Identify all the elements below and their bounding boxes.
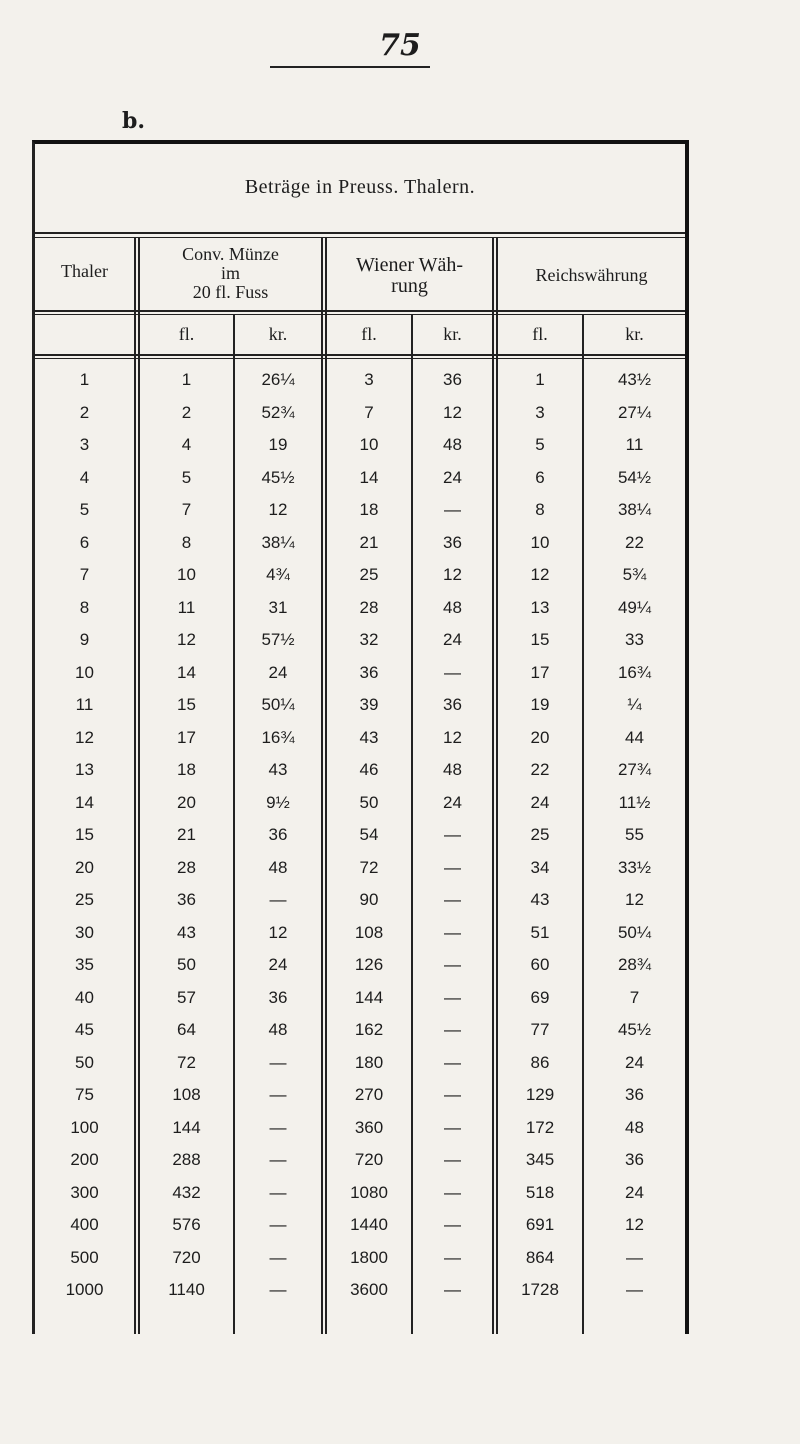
unit-wiener-fl: fl. [361, 324, 377, 344]
unit-reichs-fl: fl. [532, 324, 548, 344]
header-conv-line2: im [220, 263, 240, 283]
cell-thaler: 300 [70, 1182, 99, 1202]
cell-reichs-kr: 11 [625, 435, 644, 454]
units-divider-thin [35, 358, 685, 359]
title-divider [35, 232, 685, 234]
cell-reichs-fl: 22 [530, 760, 550, 779]
cell-wiener-kr: — [444, 1117, 461, 1137]
table-row [35, 982, 685, 1015]
cell-wiener-fl: 21 [359, 532, 379, 552]
cell-thaler: 45 [75, 1020, 94, 1039]
header-divider [35, 310, 685, 312]
cell-wiener-kr: 36 [443, 695, 462, 714]
cell-wiener-kr: — [444, 890, 461, 909]
table-row [35, 592, 685, 625]
cell-conv-kr: 16¾ [261, 727, 295, 747]
cell-wiener-kr: — [444, 500, 461, 519]
cell-reichs-kr: 28¾ [617, 955, 652, 974]
cell-reichs-fl: 12 [530, 565, 550, 584]
cell-thaler: 14 [75, 792, 94, 812]
table-row [35, 1047, 685, 1080]
cell-conv-fl: 720 [172, 1247, 201, 1267]
cell-wiener-kr: — [444, 1052, 461, 1072]
cell-thaler: 75 [75, 1085, 94, 1104]
cell-reichs-kr: 43½ [617, 370, 652, 389]
cell-thaler: 200 [70, 1150, 99, 1169]
cell-conv-kr: — [269, 890, 287, 909]
cell-reichs-kr: 49¼ [617, 597, 652, 617]
header-wiener-line2: rung [391, 275, 428, 297]
cell-reichs-fl: 1 [535, 370, 545, 389]
table-row [35, 1177, 685, 1210]
table-row [35, 689, 685, 722]
table-row [35, 527, 685, 560]
cell-wiener-kr: 12 [443, 402, 462, 422]
cell-wiener-fl: 90 [359, 890, 379, 909]
cell-thaler: 8 [79, 597, 90, 617]
cell-reichs-kr: ¼ [627, 695, 642, 714]
cell-conv-fl: 57 [177, 987, 196, 1007]
table-frame [32, 140, 689, 1334]
cell-conv-fl: 576 [172, 1215, 201, 1234]
cell-wiener-kr: — [444, 922, 461, 942]
header-thaler: Thaler [61, 261, 108, 281]
cell-reichs-fl: 172 [525, 1117, 555, 1137]
cell-thaler: 13 [75, 760, 94, 779]
cell-conv-kr: 24 [268, 662, 288, 682]
cell-wiener-fl: 50 [359, 792, 379, 812]
cell-reichs-kr: 38¼ [617, 500, 652, 519]
cell-conv-fl: 12 [177, 630, 196, 649]
cell-conv-fl: 21 [177, 825, 196, 844]
table-row [35, 624, 685, 657]
page-number-rule [270, 66, 430, 68]
cell-reichs-kr: 36 [625, 1085, 644, 1104]
cell-thaler: 3 [79, 435, 90, 454]
cell-thaler: 400 [70, 1215, 99, 1234]
cell-reichs-kr: 54½ [617, 467, 652, 487]
cell-wiener-fl: 43 [359, 727, 379, 747]
cell-reichs-fl: 60 [530, 955, 550, 974]
cell-thaler: 40 [75, 987, 94, 1007]
cell-conv-fl: 5 [181, 467, 192, 487]
header-conv-line1: Conv. Münze [182, 244, 279, 264]
cell-conv-kr: 52¾ [261, 402, 295, 422]
cell-conv-fl: 432 [172, 1182, 201, 1202]
cell-conv-fl: 4 [181, 435, 192, 454]
table-row [35, 787, 685, 820]
table-body [35, 364, 685, 1307]
cell-conv-fl: 1 [181, 370, 192, 389]
cell-reichs-kr: — [626, 1247, 643, 1267]
cell-wiener-fl: 72 [359, 857, 379, 877]
cell-reichs-fl: 864 [525, 1247, 555, 1267]
table-title: Beträge in Preuss. Thalern. [244, 176, 476, 198]
cell-reichs-fl: 8 [535, 500, 545, 519]
cell-conv-fl: 1140 [168, 1280, 205, 1299]
cell-wiener-kr: — [444, 987, 461, 1007]
cell-conv-kr: — [269, 1247, 287, 1267]
cell-reichs-fl: 43 [530, 890, 550, 909]
page-number: 75 [379, 28, 421, 63]
cell-wiener-fl: 1080 [350, 1182, 388, 1202]
cell-conv-fl: 7 [181, 500, 192, 519]
cell-thaler: 15 [75, 825, 94, 844]
cell-conv-kr: — [269, 1052, 287, 1072]
cell-thaler: 1 [79, 370, 90, 389]
cell-reichs-kr: 55 [625, 825, 644, 844]
cell-wiener-kr: 48 [443, 435, 462, 454]
table-row [35, 1242, 685, 1275]
title-divider-thin [35, 237, 685, 238]
cell-wiener-kr: — [444, 662, 461, 682]
cell-wiener-kr: — [444, 1182, 461, 1202]
table-row [35, 1209, 685, 1242]
cell-thaler: 100 [70, 1117, 99, 1137]
cell-thaler: 1000 [65, 1280, 104, 1299]
cell-conv-kr: 45½ [261, 467, 295, 487]
cell-conv-kr: 43 [268, 760, 288, 779]
cell-wiener-fl: 18 [359, 500, 379, 519]
unit-conv-fl: fl. [178, 324, 195, 344]
unit-wiener-kr: kr. [443, 324, 462, 344]
cell-wiener-fl: 360 [354, 1117, 384, 1137]
cell-wiener-fl: 54 [359, 825, 379, 844]
table-row [35, 949, 685, 982]
cell-reichs-fl: 17 [530, 662, 550, 682]
table-row [35, 852, 685, 885]
cell-wiener-kr: 24 [443, 792, 462, 812]
cell-reichs-fl: 51 [530, 922, 550, 942]
cell-conv-fl: 64 [177, 1020, 196, 1039]
cell-reichs-fl: 20 [530, 727, 550, 747]
cell-reichs-fl: 1728 [521, 1280, 559, 1299]
cell-conv-kr: 26¼ [261, 370, 295, 389]
cell-conv-kr: 24 [268, 955, 288, 974]
cell-thaler: 6 [79, 532, 90, 552]
cell-wiener-kr: — [444, 1150, 461, 1169]
unit-conv-kr: kr. [268, 324, 288, 344]
table-row [35, 559, 685, 592]
cell-reichs-kr: 24 [625, 1182, 644, 1202]
cell-reichs-kr: 24 [625, 1052, 644, 1072]
cell-wiener-fl: 720 [354, 1150, 384, 1169]
cell-thaler: 5 [79, 500, 90, 519]
cell-thaler: 4 [79, 467, 90, 487]
cell-conv-kr: 48 [268, 857, 288, 877]
cell-conv-fl: 36 [177, 890, 196, 909]
cell-reichs-kr: — [626, 1280, 643, 1299]
cell-reichs-fl: 86 [530, 1052, 550, 1072]
cell-conv-kr: — [269, 1150, 287, 1169]
cell-wiener-kr: 36 [443, 532, 462, 552]
table-row [35, 1274, 685, 1307]
cell-reichs-kr: 16¾ [617, 662, 652, 682]
cell-reichs-fl: 24 [530, 792, 550, 812]
header-wiener-waehrung [327, 255, 492, 297]
cell-conv-kr: — [269, 1182, 287, 1202]
table-row [35, 364, 685, 397]
cell-wiener-fl: 126 [354, 955, 384, 974]
cell-conv-kr: 31 [268, 597, 288, 617]
cell-conv-fl: 8 [181, 532, 192, 552]
cell-reichs-fl: 19 [530, 695, 550, 714]
cell-thaler: 2 [79, 402, 90, 422]
cell-reichs-kr: 36 [625, 1150, 644, 1169]
cell-thaler: 20 [75, 857, 94, 877]
table-row [35, 917, 685, 950]
cell-wiener-kr: 24 [443, 630, 462, 649]
cell-reichs-kr: 27¼ [617, 402, 652, 422]
cell-reichs-kr: 22 [625, 532, 644, 552]
cell-conv-kr: 12 [268, 922, 288, 942]
cell-conv-fl: 14 [177, 662, 196, 682]
cell-wiener-kr: 48 [443, 760, 462, 779]
cell-reichs-kr: 33 [625, 630, 644, 649]
cell-reichs-fl: 25 [530, 825, 550, 844]
cell-wiener-kr: — [444, 1280, 461, 1299]
cell-reichs-kr: 11½ [618, 792, 651, 812]
cell-thaler: 500 [70, 1247, 99, 1267]
cell-conv-fl: 72 [177, 1052, 196, 1072]
cell-reichs-kr: 48 [625, 1117, 644, 1137]
cell-conv-fl: 28 [177, 857, 196, 877]
cell-wiener-fl: 3 [364, 370, 374, 389]
cell-conv-fl: 43 [177, 922, 196, 942]
cell-reichs-kr: 45½ [617, 1020, 652, 1039]
cell-wiener-fl: 144 [354, 987, 384, 1007]
cell-wiener-kr: — [444, 1247, 461, 1267]
header-reichswaehrung: Reichswährung [535, 265, 648, 285]
cell-conv-kr: 19 [268, 435, 288, 454]
cell-reichs-fl: 77 [530, 1020, 550, 1039]
cell-wiener-fl: 36 [359, 662, 379, 682]
cell-conv-fl: 20 [177, 792, 196, 812]
cell-reichs-fl: 15 [530, 630, 550, 649]
cell-thaler: 10 [75, 662, 94, 682]
cell-reichs-fl: 345 [525, 1150, 555, 1169]
table-row [35, 397, 685, 430]
cell-wiener-kr: — [444, 1085, 461, 1104]
cell-reichs-kr: 44 [625, 727, 644, 747]
cell-thaler: 12 [75, 727, 94, 747]
table-row [35, 494, 685, 527]
cell-conv-kr: 9½ [266, 792, 290, 812]
cell-conv-kr: 4¾ [266, 565, 290, 584]
cell-wiener-kr: 24 [443, 467, 462, 487]
cell-wiener-fl: 25 [359, 565, 379, 584]
cell-wiener-fl: 1800 [350, 1247, 388, 1267]
cell-reichs-kr: 27¾ [617, 760, 652, 779]
units-divider [35, 354, 685, 356]
cell-conv-kr: — [269, 1117, 287, 1137]
cell-reichs-kr: 5¾ [622, 565, 647, 584]
cell-reichs-kr: 33½ [617, 857, 652, 877]
cell-conv-fl: 11 [177, 597, 196, 617]
cell-reichs-fl: 13 [530, 597, 550, 617]
header-conv-muenze [140, 245, 321, 302]
cell-conv-kr: 50¼ [261, 695, 295, 714]
cell-thaler: 50 [75, 1052, 94, 1072]
cell-conv-kr: — [269, 1280, 287, 1299]
cell-wiener-kr: — [444, 1020, 461, 1039]
cell-thaler: 30 [75, 922, 94, 942]
cell-reichs-kr: 12 [625, 1215, 644, 1234]
cell-conv-kr: 38¼ [261, 532, 295, 552]
cell-conv-fl: 2 [181, 402, 192, 422]
cell-wiener-kr: — [444, 825, 461, 844]
cell-conv-fl: 108 [172, 1085, 201, 1104]
table-row [35, 462, 685, 495]
cell-conv-kr: 36 [268, 987, 288, 1007]
cell-wiener-kr: — [444, 857, 461, 877]
cell-wiener-kr: 36 [443, 370, 462, 389]
cell-conv-kr: — [269, 1215, 287, 1234]
table-row [35, 1014, 685, 1047]
cell-wiener-fl: 1440 [350, 1215, 388, 1234]
cell-wiener-fl: 162 [354, 1020, 384, 1039]
cell-reichs-fl: 518 [525, 1182, 555, 1202]
cell-reichs-fl: 129 [525, 1085, 555, 1104]
cell-reichs-kr: 7 [629, 987, 640, 1007]
cell-conv-kr: 57½ [261, 630, 295, 649]
header-conv-line3: 20 fl. Fuss [192, 282, 269, 302]
cell-reichs-fl: 10 [530, 532, 550, 552]
cell-wiener-kr: — [444, 955, 461, 974]
cell-conv-fl: 17 [177, 727, 196, 747]
cell-thaler: 11 [75, 695, 94, 714]
cell-wiener-kr: 12 [443, 727, 462, 747]
cell-reichs-fl: 69 [530, 987, 550, 1007]
table-row [35, 657, 685, 690]
cell-conv-fl: 18 [177, 760, 196, 779]
cell-reichs-fl: 34 [530, 857, 550, 877]
cell-thaler: 35 [75, 955, 94, 974]
table-row [35, 884, 685, 917]
cell-thaler: 25 [75, 890, 94, 909]
cell-wiener-fl: 14 [359, 467, 379, 487]
cell-wiener-fl: 270 [354, 1085, 384, 1104]
table-row [35, 819, 685, 852]
cell-conv-fl: 15 [177, 695, 196, 714]
cell-wiener-kr: 12 [443, 565, 462, 584]
cell-wiener-fl: 7 [364, 402, 374, 422]
cell-conv-fl: 50 [177, 955, 196, 974]
cell-wiener-kr: — [444, 1215, 461, 1234]
table-row [35, 754, 685, 787]
header-divider-thin [35, 314, 685, 315]
cell-conv-kr: 36 [268, 825, 288, 844]
cell-wiener-fl: 39 [359, 695, 379, 714]
cell-wiener-fl: 180 [354, 1052, 384, 1072]
cell-wiener-fl: 32 [359, 630, 379, 649]
cell-conv-fl: 288 [172, 1150, 201, 1169]
cell-wiener-fl: 28 [359, 597, 379, 617]
cell-reichs-fl: 6 [535, 467, 545, 487]
cell-conv-fl: 144 [172, 1117, 201, 1137]
cell-conv-kr: 48 [268, 1020, 288, 1039]
cell-wiener-kr: 48 [443, 597, 462, 617]
cell-conv-kr: — [269, 1085, 287, 1104]
cell-thaler: 9 [79, 630, 90, 649]
cell-wiener-fl: 3600 [350, 1280, 388, 1299]
cell-reichs-fl: 691 [525, 1215, 555, 1234]
cell-thaler: 7 [79, 565, 90, 584]
cell-conv-kr: 12 [268, 500, 288, 519]
cell-wiener-fl: 10 [359, 435, 379, 454]
cell-reichs-kr: 50¼ [617, 922, 652, 942]
table-row [35, 1079, 685, 1112]
unit-reichs-kr: kr. [625, 324, 644, 344]
cell-reichs-fl: 5 [535, 435, 545, 454]
cell-wiener-fl: 46 [359, 760, 379, 779]
table-row [35, 722, 685, 755]
section-marker: b. [122, 108, 146, 134]
cell-conv-fl: 10 [177, 565, 196, 584]
cell-reichs-kr: 12 [625, 890, 644, 909]
header-wiener-line1: Wiener Wäh- [355, 254, 464, 276]
table-row [35, 1144, 685, 1177]
table-row [35, 429, 685, 462]
cell-wiener-fl: 108 [354, 922, 384, 942]
cell-reichs-fl: 3 [535, 402, 545, 422]
table-row [35, 1112, 685, 1145]
